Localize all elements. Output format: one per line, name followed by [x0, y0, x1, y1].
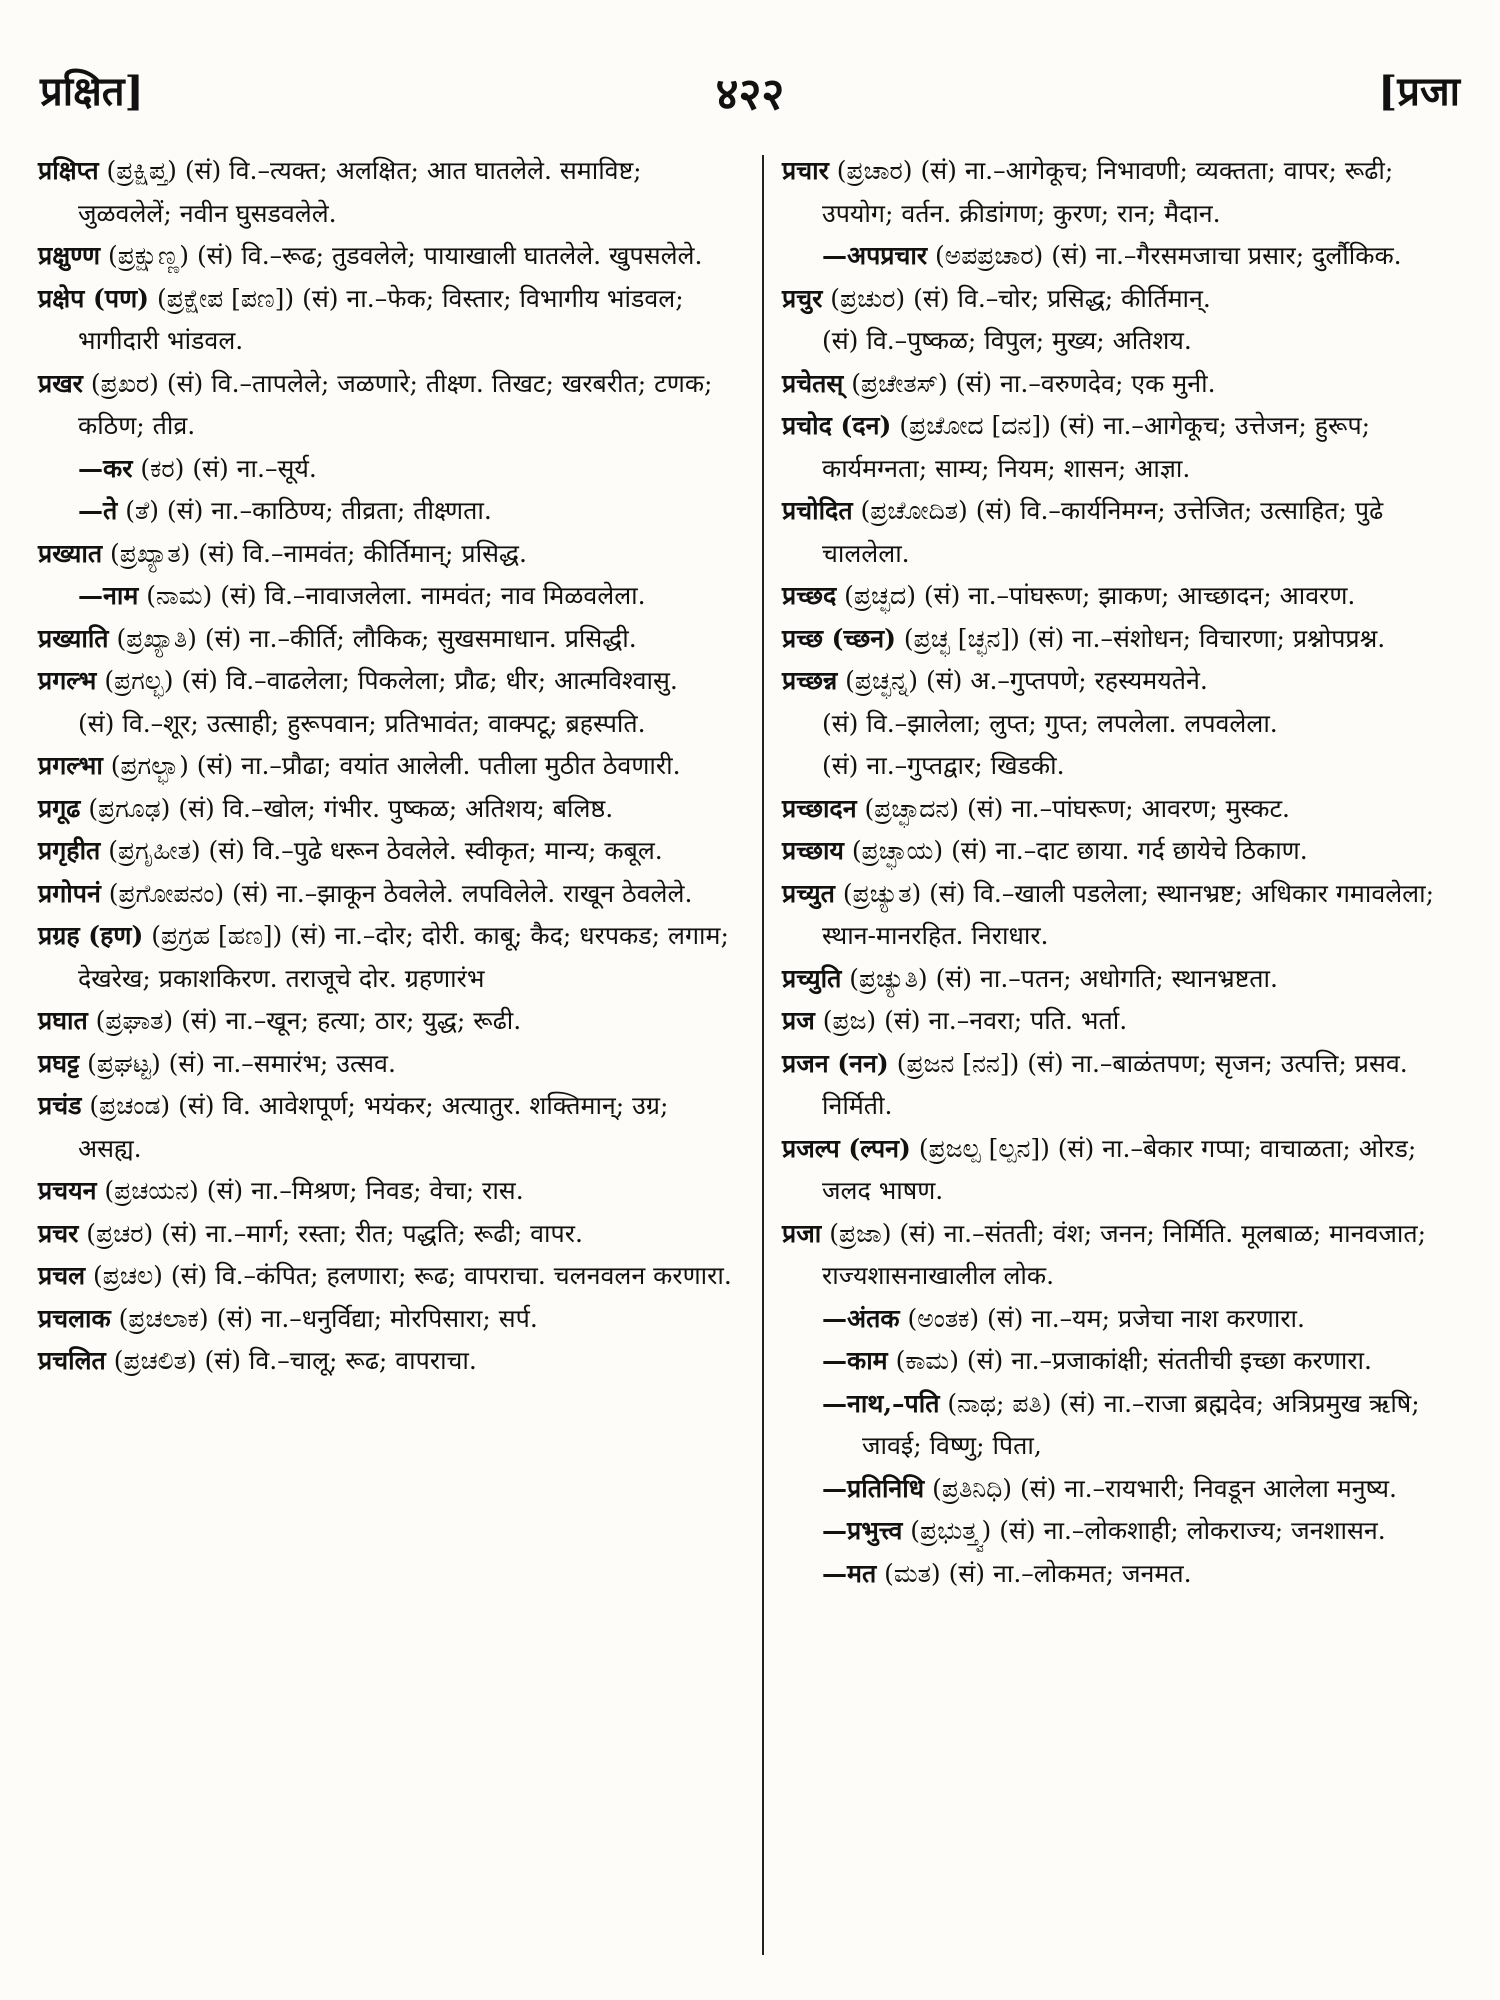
definition: (ಪ್ರಚ್ಛಾಯ) (सं) ना.–दाट छाया. गर्द छायेचे ठिकाण. — [843, 836, 1308, 865]
dictionary-entry — [38, 150, 738, 235]
dictionary-entry — [782, 150, 1472, 235]
headword: —मत — [822, 1558, 877, 1588]
headword: प्रच्छन्न — [782, 666, 838, 695]
dictionary-entry — [38, 873, 738, 916]
dictionary-subentry — [782, 1383, 1472, 1468]
right-column — [782, 150, 1472, 1595]
headword: प्रघट्ट — [38, 1048, 80, 1078]
dictionary-entry — [38, 1170, 738, 1213]
headword: प्रचयन — [38, 1176, 97, 1205]
headword: प्रजल्प (ल्पन) — [782, 1133, 911, 1163]
dictionary-entry — [38, 1298, 738, 1341]
definition: (ಪ್ರಗಲ್ಭ) (सं) वि.–वाढलेला; पिकलेला; प्रौढ; धीर; आत्मविश्वासु. — [96, 666, 678, 695]
headword: प्रज — [782, 1006, 815, 1035]
definition: (ಪ್ರಜ) (सं) ना.–नवरा; पति. भर्ता. — [814, 1006, 1128, 1035]
definition: (ಪ್ರಚರ) (सं) ना.–मार्ग; रस्ता; रीत; पद्धति; रूढी; वापर. — [78, 1218, 583, 1248]
headword: प्रक्षुण्ण — [38, 241, 101, 270]
dictionary-subentry — [782, 1340, 1472, 1383]
definition: (ಪ್ರಚಂಡ) (सं) वि. आवेशपूर्ण; भयंकर; अत्यातुर. शक्तिमान्; उग्र; असह्य. — [78, 1091, 669, 1163]
dictionary-subentry — [782, 320, 1472, 363]
definition: (ಕರ) (सं) ना.–सूर्य. — [132, 453, 317, 483]
definition: (ಮತ) (सं) ना.–लोकमत; जनमत. — [876, 1558, 1192, 1588]
dictionary-entry — [38, 278, 738, 363]
headword: प्रजा — [782, 1218, 822, 1248]
dictionary-entry — [782, 575, 1472, 618]
dictionary-entry — [782, 958, 1472, 1001]
dictionary-subentry — [782, 1553, 1472, 1596]
page-number: ४२२ — [715, 69, 785, 120]
definition: (ಪ್ರಜಲ್ಪ [ಲ್ಪನ]) (सं) ना.–बेकार गप्पा; वाचाळता; ओरड; जलद भाषण. — [822, 1133, 1417, 1205]
definition: (ಪ್ರಗ್ರಹ [ಹಣ]) (सं) ना.–दोर; दोरी. काबू; कैद; धरपकड; लगाम; देखरेख; प्रकाशकिरण. तराजूचे दोर. ग्रहणारंभ — [78, 921, 729, 993]
definition: (ಪ್ರತಿನಿಧಿ) (सं) ना.–रायभारी; निवडून आलेला मनुष्य. — [924, 1473, 1397, 1503]
headword: —अपप्रचार — [822, 241, 928, 270]
definition: (ಪ್ರಚ್ಛನ್ನ) (सं) अ.–गुप्तपणे; रहस्यमयतेने. — [837, 666, 1208, 695]
dictionary-subentry — [782, 703, 1472, 746]
headword: प्रचलित — [38, 1346, 106, 1375]
definition: (सं) वि.–झालेला; लुप्त; गुप्त; लपलेला. लपवलेला. — [822, 708, 1278, 738]
dictionary-entry — [782, 490, 1472, 575]
dictionary-subentry — [782, 1510, 1472, 1553]
headword: —नाथ,–पति — [822, 1388, 940, 1418]
headword: प्रचेतस् — [782, 368, 844, 398]
dictionary-entry — [782, 788, 1472, 831]
definition: (सं) वि.–शूर; उत्साही; हुरूपवान; प्रतिभावंत; वाक्पटू; ब्रहस्पति. — [78, 708, 646, 738]
dictionary-entry — [38, 1000, 738, 1043]
dictionary-entry — [782, 873, 1472, 958]
headword: प्रच्छद — [782, 581, 837, 610]
definition: (ಪ್ರಘಟ್ಟ) (सं) ना.–समारंभ; उत्सव. — [79, 1048, 396, 1078]
definition: (ಪ್ರಗಲ್ಭಾ) (सं) ना.–प्रौढा; वयांत आलेली. पतीला मुठीत ठेवणारी. — [102, 751, 681, 780]
dictionary-entry — [38, 915, 738, 1000]
headword: प्रक्षेप (पण) — [38, 283, 149, 313]
definition: (ಪ್ರಕ್ಷಿಪ್ತ) (सं) वि.–त्यक्त; अलक्षित; आत घातलेले. समाविष्ट; जुळवलेलें; नवीन घुसडवलेले. — [78, 156, 642, 228]
definition: (ಅಪಪ್ರಚಾರ) (सं) ना.–गैरसमजाचा प्रसार; दुर्लौकिक. — [927, 241, 1402, 270]
dictionary-subentry — [38, 448, 738, 491]
headword: प्रचल — [38, 1261, 86, 1290]
dictionary-entry — [782, 1043, 1472, 1128]
definition: (ಕಾಮ) (सं) ना.–प्रजाकांक्षी; संततीची इच्छा करणारा. — [887, 1346, 1372, 1375]
definition: (ಪ್ರಚಲಾಕ) (सं) ना.–धनुर्विद्या; मोरपिसारा; सर्प. — [110, 1303, 538, 1333]
headword: प्रचुर — [782, 283, 823, 313]
headword: प्रच्छाय — [782, 836, 844, 865]
dictionary-entry — [782, 278, 1472, 321]
dictionary-subentry — [782, 1298, 1472, 1341]
dictionary-entry — [782, 363, 1472, 406]
headword: —कर — [78, 453, 133, 483]
dictionary-entry — [38, 1213, 738, 1256]
headword: —नाम — [78, 581, 139, 610]
headword: प्रचार — [782, 156, 829, 185]
headword: प्रच्युत — [782, 878, 835, 908]
definition: (ಪ್ರಜಾ) (सं) ना.–संतती; वंश; जनन; निर्मिति. मूलबाळ; मानवजात; राज्यशासनाखालील लोक. — [821, 1218, 1427, 1290]
definition: (ಪ್ರಚಾರ) (सं) ना.–आगेकूच; निभावणी; व्यक्तता; वापर; रूढी; उपयोग; वर्तन. क्रीडांगण; कुरण; रान; मैदान. — [822, 156, 1394, 228]
dictionary-entry — [38, 363, 738, 448]
left-column — [38, 150, 738, 1383]
definition: (ಪ್ರಭುತ್ತ್ವ) (सं) ना.–लोकशाही; लोकराज्य; जनशासन. — [902, 1516, 1386, 1545]
definition: (ಪ್ರಚ್ಯುತ) (सं) वि.–खाली पडलेला; स्थानभ्रष्ट; अधिकार गमावलेला; स्थान-मानरहित. निराधार. — [822, 878, 1435, 950]
headword: प्रच्छादन — [782, 793, 857, 823]
dictionary-entry — [38, 1255, 738, 1298]
definition: (ಪ್ರಚಲ) (सं) वि.–कंपित; हलणारा; रूढ; वापराचा. चलनवलन करणारा. — [85, 1261, 732, 1290]
page-header — [40, 62, 1460, 132]
headword: प्रख्याति — [38, 623, 109, 653]
definition: (ಪ್ರಖರ) (सं) वि.–तापलेले; जळणारे; तीक्ष्ण. तिखट; खरबरीत; टणक; कठिण; तीव्र. — [78, 368, 713, 440]
headword: प्रचलाक — [38, 1303, 111, 1333]
headword: प्रचर — [38, 1218, 79, 1248]
definition: (ಪ್ರಖ್ಯಾತ) (सं) वि.–नामवंत; कीर्तिमान्; प्रसिद्ध. — [102, 538, 527, 568]
headword: प्रक्षिप्त — [38, 156, 99, 185]
headword: प्रग्रह (हण) — [38, 921, 144, 950]
headword: प्रगूढ — [38, 793, 81, 823]
definition: (ಅಂತಕ) (सं) ना.–यम; प्रजेचा नाश करणारा. — [899, 1303, 1305, 1333]
headword: —ते — [78, 496, 118, 525]
headword: —प्रतिनिधि — [822, 1473, 925, 1503]
headword: प्रगृहीत — [38, 836, 101, 865]
dictionary-subentry — [38, 575, 738, 618]
definition: (ಪ್ರಕ್ಷುಣ್ಣ) (सं) वि.–रूढ; तुडवलेले; पायाखाली घातलेले. खुपसलेले. — [100, 241, 703, 270]
definition: (सं) ना.–गुप्तद्वार; खिडकी. — [822, 751, 1065, 780]
headword: —अंतक — [822, 1303, 900, 1333]
guide-word-left: प्रक्षित] — [40, 68, 144, 115]
dictionary-subentry — [782, 1468, 1472, 1511]
dictionary-subentry — [782, 745, 1472, 788]
headword: प्रचोदित — [782, 496, 853, 525]
definition: (ಪ್ರಗೋಪನಂ) (सं) ना.–झाकून ठेवलेले. लपविलेले. राखून ठेवलेले. — [100, 878, 693, 908]
headword: प्रखर — [38, 368, 83, 398]
definition: (ಪ್ರಚ್ಛ [ಚ್ಛನ]) (सं) ना.–संशोधन; विचारणा; प्रश्नोपप्रश्न. — [895, 623, 1386, 653]
dictionary-entry — [38, 660, 738, 703]
guide-word-right: [प्रजा — [1378, 68, 1460, 115]
dictionary-entry — [38, 1085, 738, 1170]
headword: —काम — [822, 1346, 888, 1375]
definition: (ನಾಥ; ಪತಿ) (सं) ना.–राजा ब्रह्मदेव; अत्रिप्रमुख ऋषि; जावई; विष्णु; पिता, — [862, 1388, 1420, 1460]
dictionary-subentry — [782, 235, 1472, 278]
headword: —प्रभुत्त्व — [822, 1516, 903, 1545]
definition: (ಪ್ರಖ್ಯಾತಿ) (सं) ना.–कीर्ति; लौकिक; सुखसमाधान. प्रसिद्धी. — [108, 623, 637, 653]
dictionary-entry — [782, 1128, 1472, 1213]
headword: प्रगल्भ — [38, 666, 97, 695]
dictionary-entry — [782, 405, 1472, 490]
dictionary-subentry — [38, 703, 738, 746]
definition: (ಪ್ರಚ್ಯುತಿ) (सं) ना.–पतन; अधोगति; स्थानभ्रष्टता. — [841, 963, 1278, 993]
dictionary-entry — [38, 235, 738, 278]
definition: (ನಾಮ) (सं) वि.–नावाजलेला. नामवंत; नाव मिळवलेला. — [138, 581, 646, 610]
definition: (सं) वि.–पुष्कळ; विपुल; मुख्य; अतिशय. — [822, 326, 1192, 355]
dictionary-entry — [38, 1340, 738, 1383]
dictionary-entry — [782, 660, 1472, 703]
dictionary-subentry — [38, 490, 738, 533]
definition: (ಪ್ರಗೂಢ) (सं) वि.–खोल; गंभीर. पुष्कळ; अतिशय; बलिष्ठ. — [80, 793, 614, 823]
definition: (ಪ್ರಚ್ಛದ) (सं) ना.–पांघरूण; झाकण; आच्छादन; आवरण. — [836, 581, 1356, 610]
dictionary-entry — [38, 1043, 738, 1086]
headword: प्रच्युति — [782, 963, 842, 993]
headword: प्रजन (नन) — [782, 1048, 889, 1078]
dictionary-entry — [38, 745, 738, 788]
definition: (ಪ್ರಕ್ಷೇಪ [ಪಣ]) (सं) ना.–फेक; विस्तार; विभागीय भांडवल; भागीदारी भांडवल. — [78, 283, 684, 355]
dictionary-entry — [38, 788, 738, 831]
dictionary-entry — [782, 830, 1472, 873]
definition: (ತೆ) (सं) ना.–काठिण्य; तीव्रता; तीक्ष्णता. — [117, 496, 492, 525]
definition: (ಪ್ರಗೃಹೀತ) (सं) वि.–पुढे धरून ठेवलेले. स्वीकृत; मान्य; कबूल. — [100, 836, 663, 865]
dictionary-entry — [38, 830, 738, 873]
definition: (ಪ್ರಘಾತ) (सं) ना.–खून; हत्या; ठार; युद्ध; रूढी. — [87, 1006, 522, 1035]
headword: प्रच्छ (च्छन) — [782, 623, 896, 653]
headword: प्रघात — [38, 1006, 88, 1035]
dictionary-entry — [38, 533, 738, 576]
column-divider — [762, 155, 764, 1955]
definition: (ಪ್ರಚೋದಿತ) (सं) वि.–कार्यनिमग्न; उत्तेजित; उत्साहित; पुढे चाललेला. — [822, 496, 1384, 568]
dictionary-entry — [782, 618, 1472, 661]
definition: (ಪ್ರಚಲಿತ) (सं) वि.–चालू; रूढ; वापराचा. — [105, 1346, 477, 1375]
headword: प्रचंड — [38, 1091, 82, 1120]
headword: प्रगल्भा — [38, 751, 103, 780]
definition: (ಪ್ರಚೇತಸ್) (सं) ना.–वरुणदेव; एक मुनी. — [843, 368, 1216, 398]
dictionary-entry — [782, 1000, 1472, 1043]
definition: (ಪ್ರಚ್ಛಾದನ) (सं) ना.–पांघरूण; आवरण; मुस्कट. — [856, 793, 1290, 823]
dictionary-entry — [782, 1213, 1472, 1298]
headword: प्रचोद (दन) — [782, 411, 892, 440]
definition: (ಪ್ರಚುರ) (सं) वि.–चोर; प्रसिद्ध; कीर्तिमान्. — [822, 283, 1211, 313]
headword: प्रख्यात — [38, 538, 103, 568]
dictionary-entry — [38, 618, 738, 661]
definition: (ಪ್ರಜನ [ನನ]) (सं) ना.–बाळंतपण; सृजन; उत्पत्ति; प्रसव. निर्मिती. — [822, 1048, 1408, 1120]
definition: (ಪ್ರಚಯನ) (सं) ना.–मिश्रण; निवड; वेचा; रास. — [96, 1176, 524, 1205]
definition: (ಪ್ರಚೋದ [ದನ]) (सं) ना.–आगेकूच; उत्तेजन; हुरूप; कार्यमग्नता; साम्य; नियम; शासन; आज्ञा. — [822, 411, 1371, 483]
headword: प्रगोपनं — [38, 878, 101, 908]
